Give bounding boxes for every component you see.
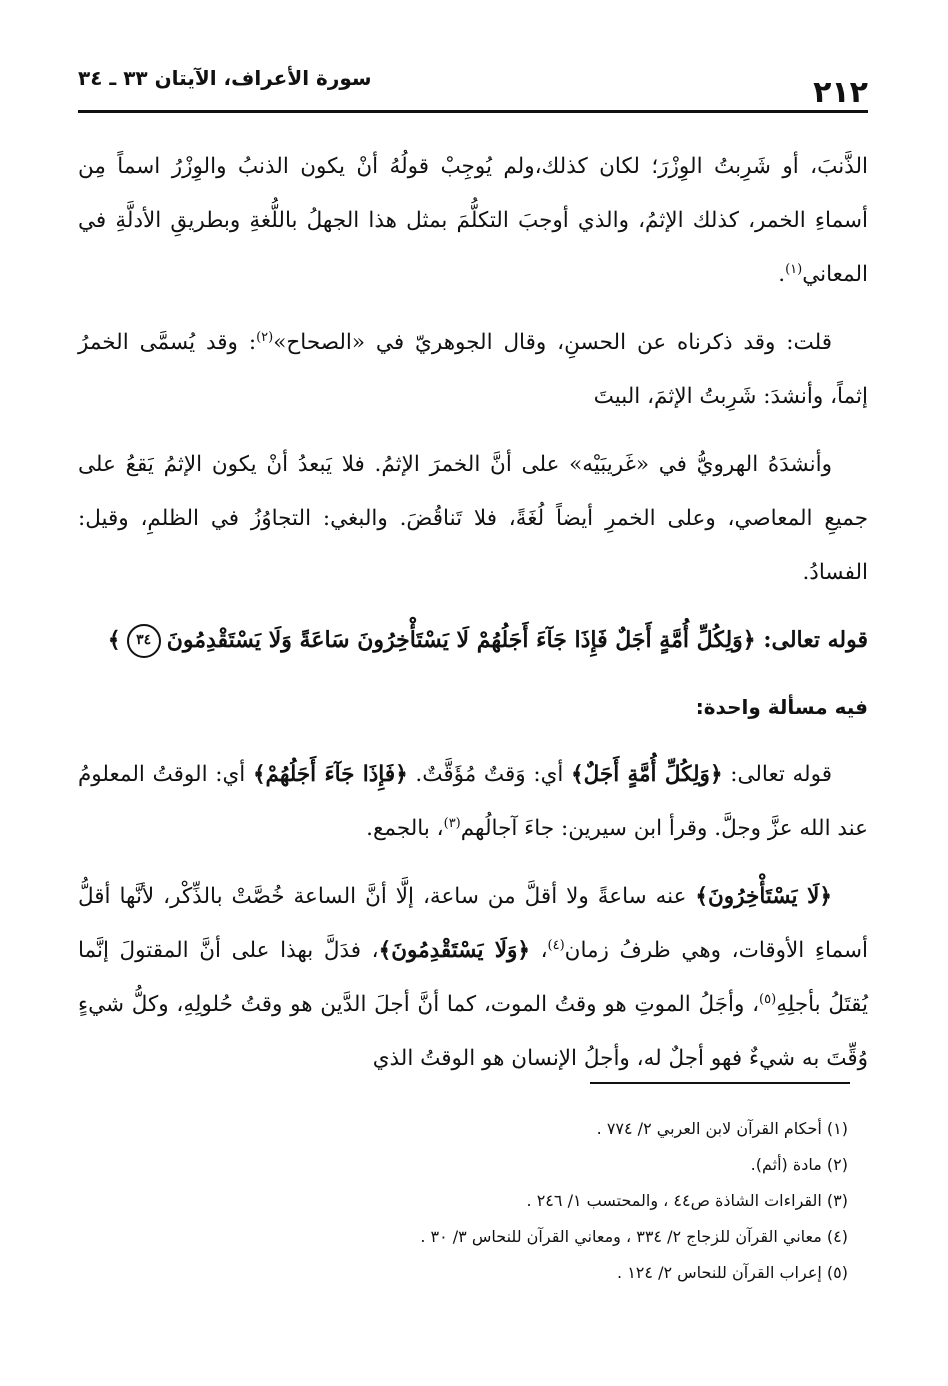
commentary-2-b: ، bbox=[529, 938, 548, 963]
main-text bbox=[78, 140, 868, 1100]
verse-text: ﴿وَلِكُلِّ أُمَّةٍ أَجَلٌ فَإِذَا جَآءَ أَجَلُهُمْ لَا يَسْتَأْخِرُونَ سَاعَةً وَلَا يَسْتَقْدِمُونَ bbox=[166, 627, 756, 653]
footnote-divider bbox=[590, 1082, 850, 1084]
footnote-ref-2: (٢) bbox=[256, 329, 274, 345]
ayah-number-badge: ٣٤ bbox=[127, 624, 161, 658]
paragraph-1-text: الذَّنبَ، أو شَرِبتُ الوِزْرَ؛ لكان كذلك،ولم يُوجِبْ قولُهُ أنْ يكون الذنبُ والوِزْرُ اسماً مِن أسماءِ الخمر، كذلك الإثمُ، والذي أوجبَ التكلُّمَ بمثل هذا الجهلُ باللُّغةِ وبطريقِ الأدلَّةِ في المعاني bbox=[78, 154, 868, 287]
page-header bbox=[78, 66, 868, 113]
footnote-ref-5: (٥) bbox=[759, 991, 777, 1007]
quote-2: ﴿فَإِذَا جَآءَ أَجَلُهُمْ﴾ bbox=[252, 762, 408, 787]
commentary-1-b: أي: وَقتٌ مُؤَقَّتٌ. bbox=[407, 762, 572, 787]
commentary-2-a: عنه ساعةً ولا أقلَّ من ساعة، إلَّا أنَّ الساعة خُصَّتْ بالذِّكْر، لأنَّها أقلُّ أسماءِ الأوقات، وهي ظرفُ زمان bbox=[78, 884, 868, 963]
commentary-2-d: ، وأجَلُ الموتِ هو وقتُ الموت، كما أنَّ أجلَ الدَّين هو وقتُ حُلولِهِ، وكلُّ شيءٍ وُقِّتَ به شيءٌ فهو أجلٌ له، وأجلُ الإنسان هو الوقتُ الذي bbox=[78, 992, 868, 1071]
footnote-ref-4: (٤) bbox=[547, 937, 565, 953]
paragraph-3: وأنشدَهُ الهرويُّ في «غَريبَيْه» على أنَّ الخمرَ الإثمُ. فلا يَبعدُ أنْ يكون الإثمُ يَقعُ على جميعِ المعاصي، وعلى الخمرِ أيضاً لُغَةً، فلا تَناقُضَ. والبغي: التجاوُزُ في الظلمِ، وقيل: الفسادُ. bbox=[78, 452, 868, 585]
footnote-2: (٢) مادة (أثم). bbox=[750, 1155, 848, 1174]
quote-1: ﴿وَلِكُلِّ أُمَّةٍ أَجَلٌ﴾ bbox=[571, 762, 723, 787]
footnote-4: (٤) معاني القرآن للزجاج ٢/ ٣٣٤ ، ومعاني القرآن للنحاس ٣/ ٣٠ . bbox=[420, 1227, 848, 1246]
paragraph-1 bbox=[78, 140, 868, 302]
commentary-1-a: قوله تعالى: bbox=[722, 762, 832, 787]
footnotes bbox=[78, 1118, 848, 1298]
paragraph-2-text-a: قلت: وقد ذكرناه عن الحسنِ، وقال الجوهريّ في «الصحاح» bbox=[273, 330, 833, 355]
quote-3: ﴿لَا يَسْتَأْخِرُونَ﴾ bbox=[695, 884, 832, 909]
commentary-1 bbox=[78, 748, 868, 856]
verse-block bbox=[78, 614, 868, 666]
footnote-1: (١) أحكام القرآن لابن العربي ٢/ ٧٧٤ . bbox=[596, 1119, 848, 1138]
paragraph-2-text-b: : وقد يُسمَّى الخمرُ إثماً، وأنشدَ: شَرِبتُ الإثمَ، البيتَ bbox=[78, 330, 868, 409]
commentary-1-c: أي: الوقتُ المعلومُ عند الله عزَّ وجلَّ. وقرأ ابن سيرين: جاءَ آجالُهم bbox=[78, 762, 868, 841]
page-number: ٢١٢ bbox=[813, 75, 868, 110]
footnote-5: (٥) إعراب القرآن للنحاس ٢/ ١٢٤ . bbox=[617, 1263, 848, 1282]
footnote-ref-3: (٣) bbox=[443, 815, 461, 831]
commentary-2-c: ، فدَلَّ بهذا على أنَّ المقتولَ إنَّما يُقتَلُ بأجلِهِ bbox=[78, 938, 869, 1017]
running-title: سورة الأعراف، الآيتان ٣٣ ـ ٣٤ bbox=[78, 66, 372, 90]
footnote-3: (٣) القراءات الشاذة ص٤٤ ، والمحتسب ١/ ٢٤٦ . bbox=[526, 1191, 848, 1210]
paragraph-1-end: . bbox=[778, 262, 786, 287]
commentary-1-d: ، بالجمع. bbox=[366, 816, 444, 841]
verse-close: ﴾ bbox=[107, 627, 121, 653]
section-title: فيه مسألة واحدة: bbox=[695, 695, 868, 719]
paragraph-2 bbox=[78, 316, 868, 424]
footnote-ref-1: (١) bbox=[785, 261, 803, 277]
quote-4: ﴿وَلَا يَسْتَقْدِمُونَ﴾ bbox=[378, 938, 530, 963]
verse-lead: قوله تعالى: bbox=[763, 627, 868, 653]
commentary-2 bbox=[78, 870, 868, 1086]
